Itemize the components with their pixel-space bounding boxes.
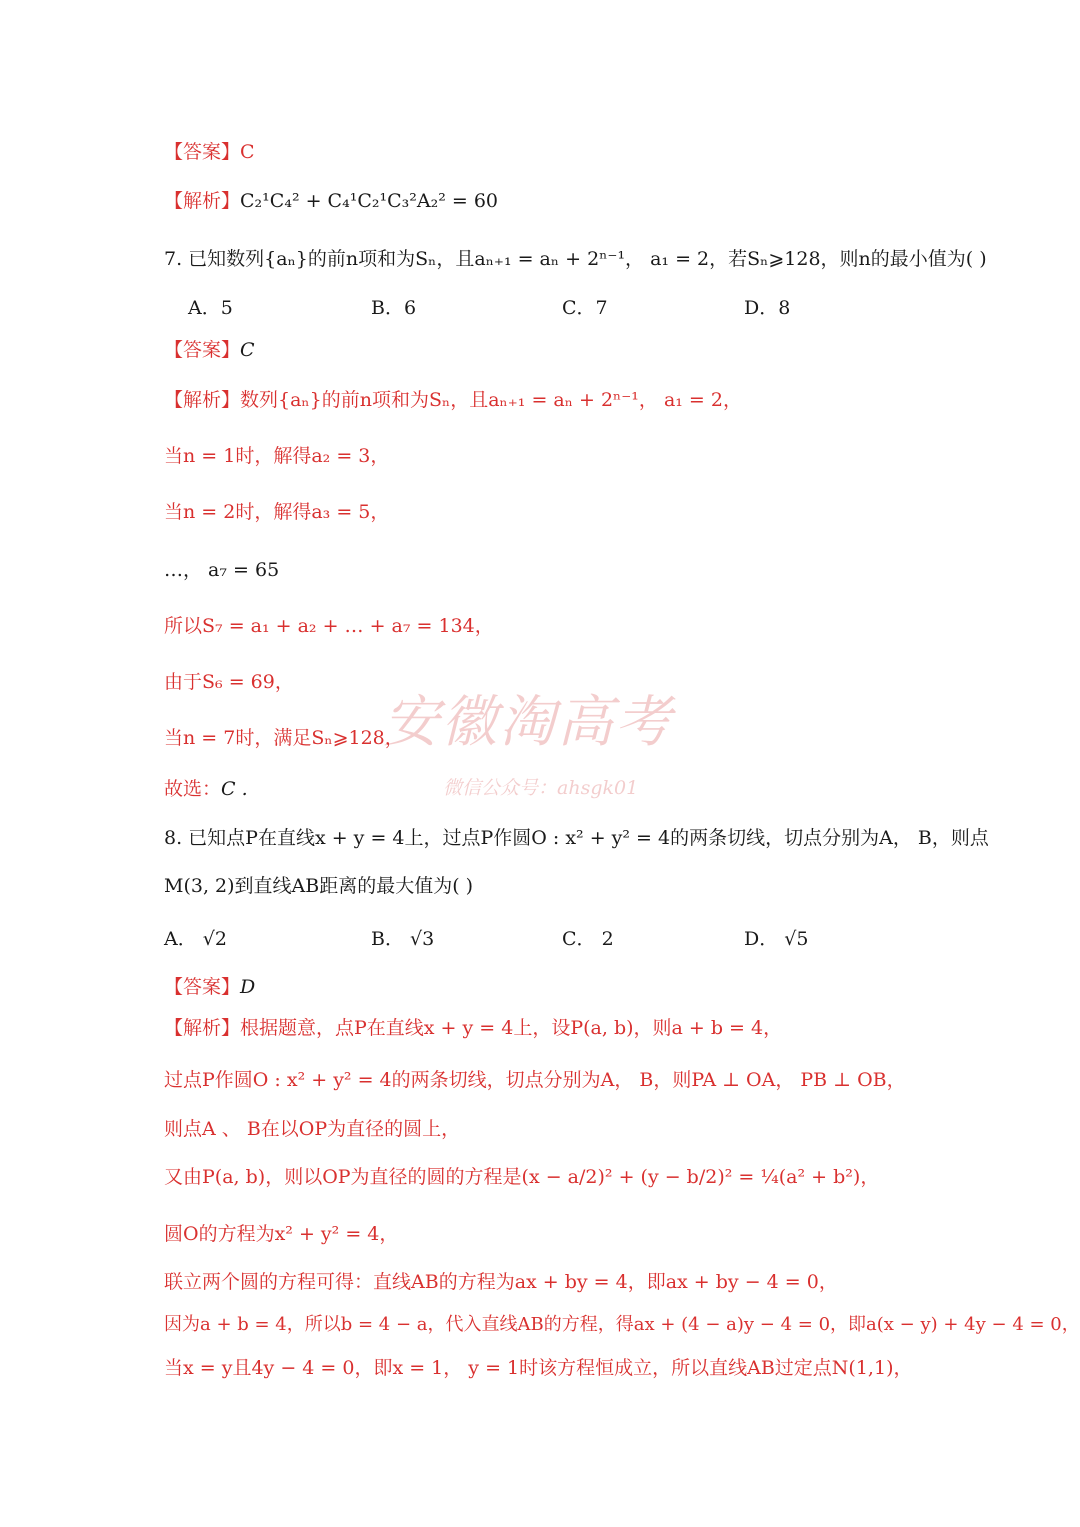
question-8-line1 [164, 824, 989, 852]
step-line [164, 1268, 838, 1296]
answer-line-q6 [164, 138, 255, 166]
answer-label: 【答案】 [164, 339, 241, 361]
step-text: n = 2时，解得a₃ = 5， [183, 501, 390, 523]
analysis-label: 【解析】 [164, 389, 241, 411]
step-text: n = 7时，满足Sₙ⩾128， [183, 727, 404, 749]
question-7-text: 7. 已知数列{aₙ}的前n项和为Sₙ，且aₙ₊₁ = aₙ + 2ⁿ⁻¹， a₁ = 2，若Sₙ⩾128，则n的最小值为( ) [164, 248, 987, 270]
step-line [164, 556, 279, 584]
step-text: x = y且4y − 4 = 0，即x = 1， y = 1时该方程恒成立，所以直线AB过定点N(1,1)， [183, 1357, 913, 1379]
answer-value: C [240, 339, 255, 361]
analysis-line-q6 [164, 187, 498, 215]
step-text: P作圆O : x² + y² = 4的两条切线，切点分别为A， B，则PA ⊥ OA， PB ⊥ OB， [202, 1069, 906, 1091]
step-prefix: 当 [164, 445, 184, 467]
step-line [164, 1354, 912, 1382]
option-c-q7: C．7 [562, 297, 608, 319]
step-text: n = 1时，解得a₂ = 3， [183, 445, 390, 467]
option-d-q7: D．8 [744, 297, 791, 319]
conclusion-line [164, 775, 248, 803]
step-prefix: 联立两个圆的方程可得： [164, 1271, 374, 1293]
conclusion-prefix: 故选： [164, 778, 222, 800]
step-prefix: 圆 [164, 1223, 184, 1245]
answer-label: 【答案】 [164, 141, 241, 163]
watermark-logo: 安徽淘高考 [383, 690, 673, 755]
step-prefix: 过点 [164, 1069, 203, 1091]
step-line [164, 1066, 906, 1094]
analysis-label: 【解析】 [164, 190, 241, 212]
step-prefix: 当 [164, 501, 184, 523]
step-text: O的方程为x² + y² = 4， [183, 1223, 399, 1245]
question-8-text: 8. 已知点P在直线x + y = 4上，过点P作圆O : x² + y² = 4的两条切线，切点分别为A， B，则点 [164, 827, 989, 849]
step-line [164, 442, 389, 470]
step-text: S₇ = a₁ + a₂ + … + a₇ = 134， [202, 615, 494, 637]
analysis-text: 数列{aₙ}的前n项和为Sₙ，且aₙ₊₁ = aₙ + 2ⁿ⁻¹， a₁ = 2， [240, 389, 742, 411]
analysis-text: 根据题意，点P在直线x + y = 4上，设P(a, b)，则a + b = 4， [240, 1017, 783, 1039]
step-text: a + b = 4，所以b = 4 − a，代入直线AB的方程，得ax + (4 − a)y − 4 = 0，即a(x − y) + 4y − 4 = 0， [200, 1314, 1080, 1335]
question-8-line2 [164, 872, 473, 900]
step-prefix: 因为 [164, 1314, 200, 1335]
step-text: 直线AB的方程为ax + by = 4，即ax + by − 4 = 0， [373, 1271, 838, 1293]
option-b-q8: B． √3 [371, 928, 435, 950]
answer-line-q8 [164, 973, 255, 1001]
option-a-q7: A．5 [188, 297, 233, 319]
step-line [164, 668, 294, 696]
step-line [164, 612, 494, 640]
step-prefix: 由于 [164, 671, 203, 693]
step-line [164, 1311, 1080, 1339]
step-prefix: 当 [164, 727, 184, 749]
analysis-line-q7 [164, 386, 742, 414]
step-text: …， a₇ = 65 [164, 559, 280, 581]
step-prefix: 则点 [164, 1118, 203, 1140]
step-prefix: 当 [164, 1357, 184, 1379]
watermark-subtitle: 微信公众号：ahsgk01 [443, 777, 639, 799]
step-line [164, 724, 404, 752]
step-line [164, 1220, 398, 1248]
question-7 [164, 245, 987, 273]
step-prefix: 所以 [164, 615, 203, 637]
answer-value: D [240, 976, 256, 998]
option-d-q8: D． √5 [744, 928, 809, 950]
answer-value: C [240, 141, 255, 163]
question-8-text: M(3, 2)到直线AB距离的最大值为( ) [164, 875, 474, 897]
step-text: S₆ = 69， [202, 671, 294, 693]
step-line [164, 1115, 460, 1143]
answer-line-q7 [164, 336, 255, 364]
analysis-label: 【解析】 [164, 1017, 241, 1039]
step-line [164, 498, 389, 526]
option-c-q8: C． 2 [562, 928, 614, 950]
analysis-line-q8 [164, 1014, 782, 1042]
step-prefix: 又由 [164, 1166, 203, 1188]
step-text: P(a, b)，则以OP为直径的圆的方程是(x − a/2)² + (y − b/2)² = ¼(a² + b²)， [202, 1166, 880, 1188]
analysis-formula: C₂¹C₄² + C₄¹C₂¹C₃²A₂² = 60 [240, 190, 498, 212]
option-b-q7: B．6 [371, 297, 417, 319]
answer-label: 【答案】 [164, 976, 241, 998]
step-text: A 、 B在以OP为直径的圆上， [202, 1118, 461, 1140]
step-line [164, 1163, 879, 1191]
conclusion-text: C . [221, 778, 248, 800]
option-a-q8: A． √2 [164, 928, 227, 950]
